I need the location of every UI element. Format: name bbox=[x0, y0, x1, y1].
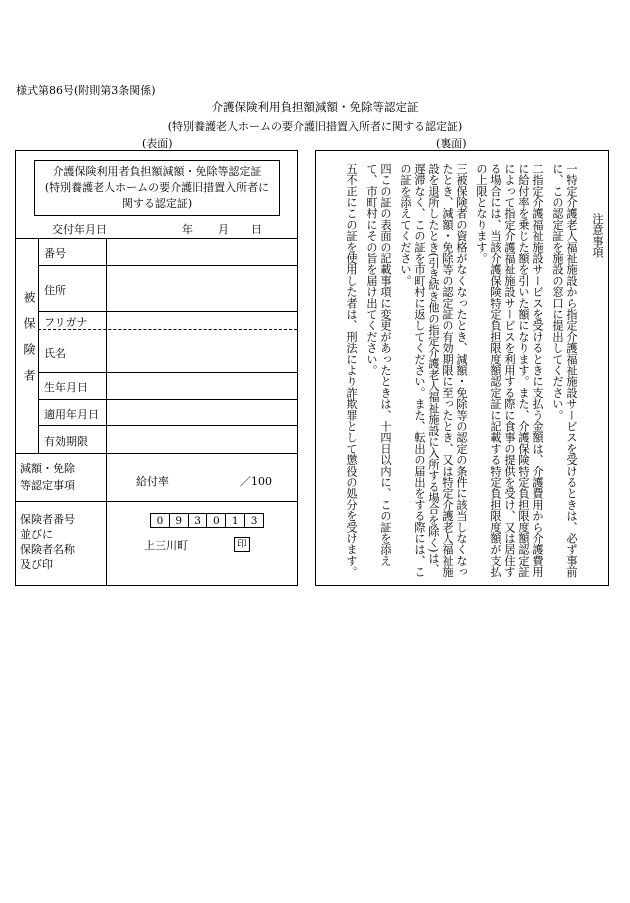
applicable-date-field[interactable] bbox=[107, 400, 297, 425]
note-item bbox=[364, 163, 392, 579]
document-subtitle: (特別養護老人ホームの要介護旧措置入所者に関する認定証) bbox=[167, 120, 463, 133]
insurer-number-box bbox=[150, 513, 264, 528]
issue-day-label: 日 bbox=[251, 223, 262, 236]
note-text: この証の表面の記載事項に変更があったときは、十四日以内に、この証を添えて、市町村にその旨を届け出てください。 bbox=[365, 163, 392, 567]
insurer-label-line4: 及び印 bbox=[20, 558, 53, 571]
insurer-label-line1: 保険者番号 bbox=[20, 513, 75, 526]
certificate-front bbox=[15, 150, 298, 586]
note-number: 一 bbox=[565, 163, 578, 175]
insurer-number-digit: 3 bbox=[250, 515, 258, 527]
note-item bbox=[344, 163, 358, 579]
field-number-label bbox=[44, 245, 100, 261]
certificate-subtitle: (特別養護老人ホームの要介護旧措置入所者に関する認定証) bbox=[44, 181, 270, 210]
note-item bbox=[550, 163, 578, 579]
notes-heading: 注意事項 bbox=[591, 213, 604, 258]
reduction-label-line2: 等認定事項 bbox=[20, 479, 75, 492]
issue-date-label: 交付年月日 bbox=[52, 223, 107, 236]
benefit-rate-label: 給付率 bbox=[136, 475, 169, 488]
issue-month-label: 月 bbox=[218, 223, 229, 236]
number-field[interactable] bbox=[107, 239, 297, 265]
front-side-label: (表面) bbox=[142, 137, 173, 150]
insurer-number-digit: 1 bbox=[226, 514, 245, 527]
insurer-number-digit: 0 bbox=[151, 514, 170, 527]
seal-mark: 印 bbox=[234, 537, 250, 552]
insurer-label-line3: 保険者名称 bbox=[20, 543, 75, 556]
insurer-number-digit: 3 bbox=[189, 514, 208, 527]
form-number: 様式第86号(附則第3条関係) bbox=[16, 84, 156, 97]
expiry-date-field[interactable] bbox=[107, 426, 297, 453]
note-item bbox=[474, 163, 544, 579]
field-address-label bbox=[44, 282, 100, 298]
note-number: 二 bbox=[531, 163, 544, 175]
note-text: 指定介護福祉施設サービスを受けるときに支払う金額は、介護費用から介護費用に給付率を乗じた額を引いた額になります。また、介護保険特定負担限度額認定証によって指定介護福祉施設サービスを利用する際に食事の提供を受け、又は居住する場合には、当該介護保険特定負担限度額認定証に記載する特定負担限度額が支払の上限となります。 bbox=[475, 163, 544, 578]
certificate-back bbox=[315, 150, 609, 586]
note-number: 五 bbox=[345, 163, 358, 175]
field-expiry-date-label: 有効期限 bbox=[44, 435, 88, 448]
note-number: 四 bbox=[379, 163, 392, 175]
issue-date-row bbox=[16, 220, 297, 238]
insurer-number-digit: 9 bbox=[170, 514, 189, 527]
insured-person-label: 被保険者 bbox=[22, 291, 36, 395]
reduction-label-line1: 減額・免除 bbox=[20, 462, 75, 475]
field-furigana-label: フリガナ bbox=[44, 316, 88, 329]
back-side-label: (裏面) bbox=[436, 137, 467, 150]
field-name-label: 氏名 bbox=[44, 347, 66, 360]
note-item bbox=[398, 163, 468, 579]
rule bbox=[16, 501, 297, 502]
notes-section bbox=[320, 163, 604, 579]
furigana-field[interactable] bbox=[107, 312, 297, 329]
certificate-title-box bbox=[34, 160, 280, 216]
benefit-rate-denominator: ／100 bbox=[240, 475, 272, 488]
issue-year-label: 年 bbox=[182, 223, 193, 236]
certificate-title: 介護保険利用者負担額減額・免除等認定証 bbox=[52, 165, 262, 178]
field-address-label-text: 住所 bbox=[44, 284, 66, 297]
insurer-number-digit: 0 bbox=[207, 514, 226, 527]
document-title: 介護保険利用負担額減額・免除等認定証 bbox=[211, 100, 419, 114]
rule-vertical bbox=[106, 453, 107, 585]
birth-date-field[interactable] bbox=[107, 373, 297, 399]
field-birth-date-label: 生年月日 bbox=[44, 381, 88, 394]
rule-vertical bbox=[38, 238, 39, 453]
note-text: 被保険者の資格がなくなったとき、減額・免除等の認定の条件に該当しなくなったとき、減額・免除等の認定証の有効期限に至ったとき、又は特定介護老人福祉施設を退所したとき(引き続き他の指定介護老人福祉施設に入所する場合を除く)は、遅滞なく、この証を市町村に返してください。また、転出の届出をする際には、この証を添えてください。 bbox=[399, 163, 468, 578]
insurer-label-line2: 並びに bbox=[20, 528, 53, 541]
insurer-name: 上三川町 bbox=[144, 539, 188, 552]
field-applicable-date-label: 適用年月日 bbox=[44, 408, 99, 421]
name-field[interactable] bbox=[107, 330, 297, 372]
note-text: 特定介護老人福祉施設から指定介護福祉施設サービスを受けるときは、必ず事前に、この認定証を施設の窓口に提出してください。 bbox=[551, 163, 578, 578]
note-text: 不正にこの証を使用した者は、刑法により詐欺罪として懲役の処分を受けます。 bbox=[345, 174, 358, 578]
address-field[interactable] bbox=[107, 266, 297, 311]
note-number: 三 bbox=[455, 163, 468, 175]
field-number-label-text: 番号 bbox=[44, 247, 66, 260]
rule bbox=[16, 453, 297, 454]
